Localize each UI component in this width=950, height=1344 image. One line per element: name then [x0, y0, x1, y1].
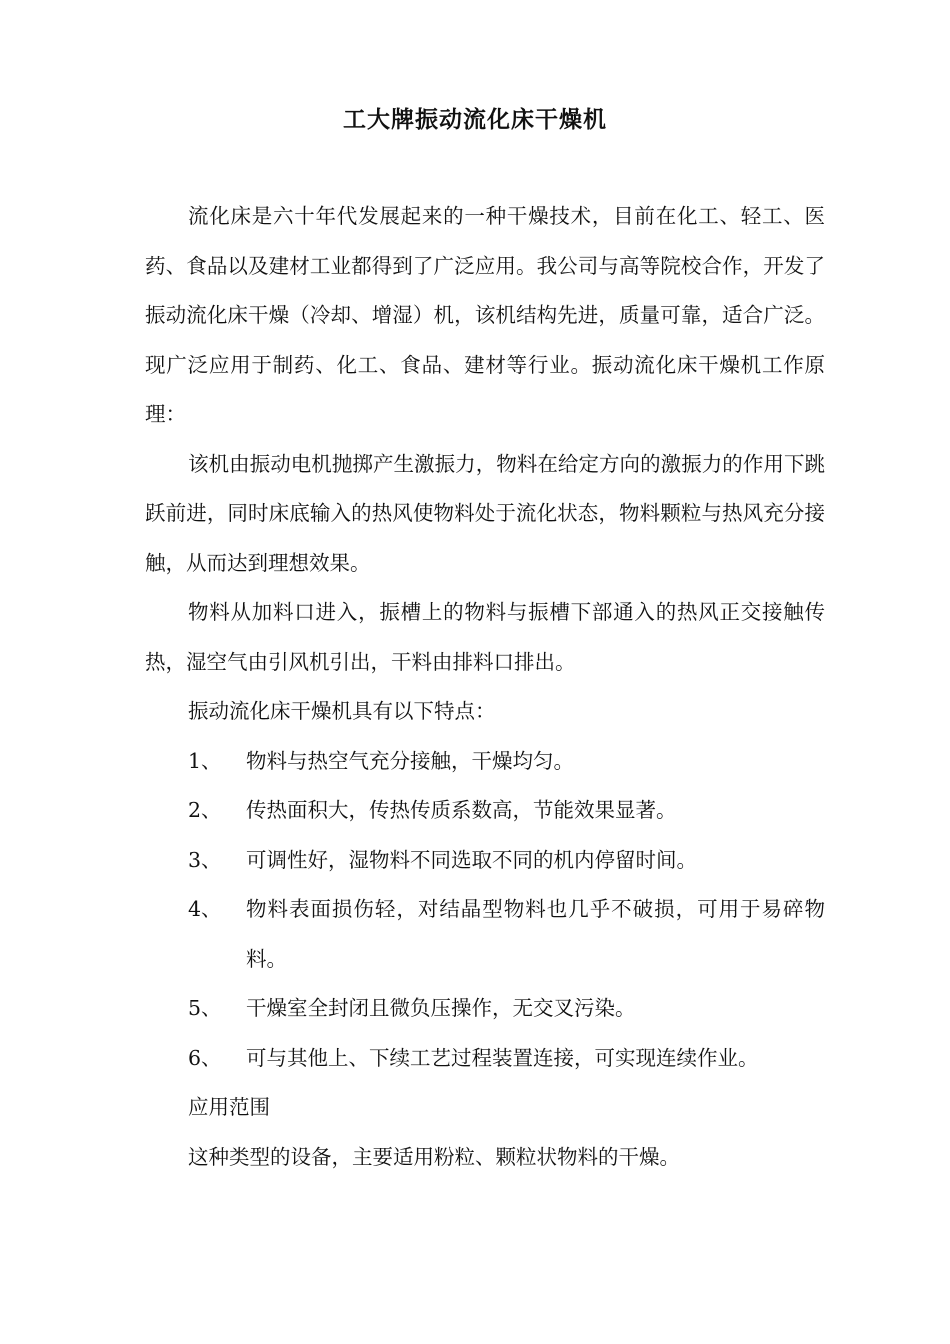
- application-text: 这种类型的设备，主要适用粉粒、颗粒状物料的干燥。: [188, 1144, 680, 1169]
- features-intro-paragraph: 振动流化床干燥机具有以下特点：: [188, 699, 496, 723]
- list-item-number: 6、: [188, 1045, 222, 1070]
- intro-paragraph: 流化床是六十年代发展起来的一种干燥技术，目前在化工、轻工、医药、食品以及建材工业都得到了广泛应用。我公司与高等院校合作，开发了振动流化床干燥（冷却、增湿）机，该机结构先进，质量可靠，适合广泛。现广泛应用于制药、化工、食品、建材等行业。振动流化床干燥机工作原理：: [145, 204, 825, 426]
- list-item-number: 4、: [188, 897, 222, 921]
- document-title: 工大牌振动流化床干燥机: [343, 106, 607, 133]
- document-body: [145, 192, 825, 1182]
- features-list: [145, 737, 825, 1084]
- list-item: [145, 737, 825, 787]
- list-item-text: 传热面积大，传热传质系数高，节能效果显著。: [246, 798, 677, 822]
- material-flow-paragraph: 物料从加料口进入，振槽上的物料与振槽下部通入的热风正交接触传热，湿空气由引风机引出，干料由排料口排出。: [145, 600, 825, 674]
- list-item: [145, 836, 825, 886]
- working-principle-paragraph: 该机由振动电机抛掷产生激振力，物料在给定方向的激振力的作用下跳跃前进，同时床底输入的热风使物料处于流化状态，物料颗粒与热风充分接触，从而达到理想效果。: [145, 451, 825, 575]
- list-item: [145, 786, 825, 836]
- list-item-number: 1、: [188, 748, 222, 773]
- list-item-text: 物料与热空气充分接触，干燥均匀。: [246, 748, 574, 773]
- list-item: [145, 984, 825, 1034]
- list-item-number: 3、: [188, 847, 222, 872]
- list-item: [145, 885, 825, 984]
- application-heading: 应用范围: [188, 1095, 270, 1119]
- list-item-number: 5、: [188, 996, 222, 1020]
- list-item-text: 可与其他上、下续工艺过程装置连接，可实现连续作业。: [246, 1045, 759, 1070]
- list-item: [145, 1034, 825, 1084]
- list-item-text: 物料表面损伤轻，对结晶型物料也几乎不破损，可用于易碎物料。: [246, 897, 825, 971]
- list-item-text: 干燥室全封闭且微负压操作，无交叉污染。: [246, 996, 636, 1020]
- list-item-number: 2、: [188, 798, 222, 822]
- list-item-text: 可调性好，湿物料不同选取不同的机内停留时间。: [246, 847, 697, 872]
